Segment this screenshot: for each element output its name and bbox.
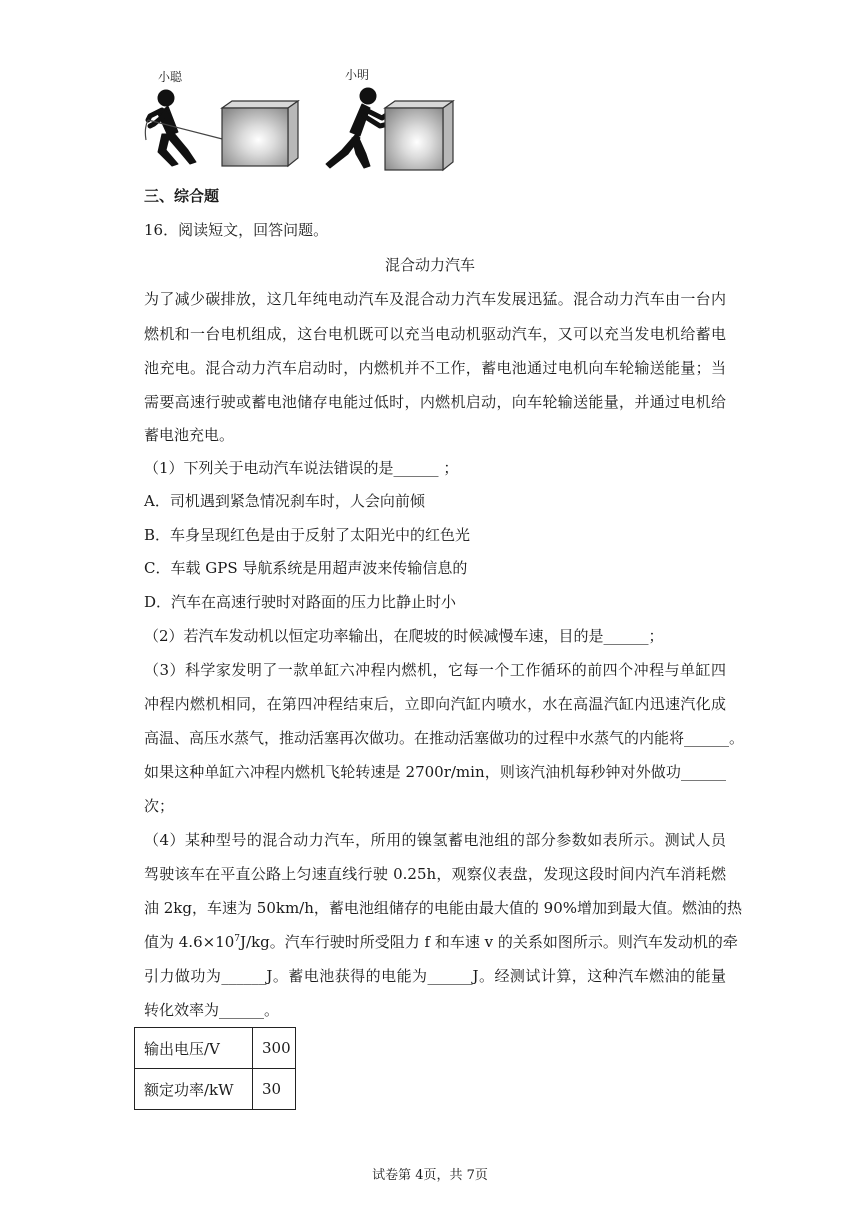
table-cell-key: 输出电压/V: [135, 1028, 253, 1069]
option-c: C．车载 GPS 导航系统是用超声波来传输信息的: [144, 559, 468, 577]
subquestion-4-line: 引力做功为______J。蓄电池获得的电能为______J。经测试计算，这种汽车燃油的能量: [144, 967, 726, 985]
option-a: A．司机遇到紧急情况刹车时，人会向前倾: [144, 492, 425, 510]
subquestion-4-line: 转化效率为______。: [144, 1001, 280, 1019]
subquestion-4-line: （4）某种型号的混合动力汽车，所用的镍氢蓄电池组的部分参数如表所示。测试人员: [144, 831, 726, 849]
person-pushing-icon: [320, 84, 392, 170]
subquestion-3-line: 次；: [144, 797, 175, 815]
table-cell-value: 300: [253, 1028, 296, 1069]
option-b: B．车身呈现红色是由于反射了太阳光中的红色光: [144, 526, 471, 544]
subquestion-2: （2）若汽车发动机以恒定功率输出，在爬坡的时候减慢车速，目的是______；: [144, 627, 664, 645]
table-row: [135, 1069, 296, 1110]
section-heading: 三、综合题: [144, 187, 220, 205]
heat-value-post: J/kg。汽车行驶时所受阻力 f 和车速 v 的关系如图所示。则汽车发动机的牵: [240, 933, 738, 951]
paragraph-line: 燃机和一台电机组成，这台电机既可以充当电动机驱动汽车，又可以充当发电机给蓄电: [144, 325, 726, 343]
question-stem: 16．阅读短文，回答问题。: [144, 221, 329, 239]
subquestion-4-line: 驾驶该车在平直公路上匀速直线行驶 0.25h，观察仪表盘，发现这段时间内汽车消耗燃: [144, 865, 726, 883]
table-cell-key: 额定功率/kW: [135, 1069, 253, 1110]
paragraph-line: 为了减少碳排放，这几年纯电动汽车及混合动力汽车发展迅猛。混合动力汽车由一台内: [144, 290, 726, 308]
heat-value-pre: 值为 4.6×10: [144, 933, 235, 951]
heat-value-exponent: 7: [234, 934, 241, 944]
article-title: 混合动力汽车: [384, 256, 475, 274]
battery-parameter-table: [134, 1027, 296, 1110]
page-footer: 试卷第 4页，共 7页: [372, 1168, 488, 1183]
subquestion-1: （1）下列关于电动汽车说法错误的是______ ；: [144, 459, 459, 477]
option-d: D．汽车在高速行驶时对路面的压力比静止时小: [144, 593, 457, 611]
paragraph-line: 蓄电池充电。: [144, 426, 235, 444]
table-cell-value: 30: [253, 1069, 296, 1110]
subquestion-3-line: 高温、高压水蒸气，推动活塞再次做功。在推动活塞做功的过程中水蒸气的内能将______。: [144, 729, 745, 747]
subquestion-3-line: 冲程内燃机相同，在第四冲程结束后，立即向汽缸内喷水，水在高温汽缸内迅速汽化成: [144, 695, 726, 713]
box-right-icon: [383, 100, 455, 172]
label-xiaoming: 小明: [345, 68, 370, 82]
subquestion-4-line: [144, 932, 738, 952]
paragraph-line: 池充电。混合动力汽车启动时，内燃机并不工作，蓄电池通过电机向车轮输送能量；当: [144, 359, 726, 377]
label-xiaocong: 小聪: [158, 70, 183, 84]
subquestion-3-line: 如果这种单缸六冲程内燃机飞轮转速是 2700r/min，则该汽油机每秒钟对外做功______: [144, 763, 726, 781]
subquestion-3-line: （3）科学家发明了一款单缸六冲程内燃机，它每一个工作循环的前四个冲程与单缸四: [144, 661, 726, 679]
box-left-icon: [214, 100, 300, 168]
subquestion-4-line: 油 2kg，车速为 50km/h，蓄电池组储存的电能由最大值的 90%增加到最大值。燃油的热: [144, 899, 742, 917]
paragraph-line: 需要高速行驶或蓄电池储存电能过低时，内燃机启动，向车轮输送能量，并通过电机给: [144, 393, 726, 411]
table-row: [135, 1028, 296, 1069]
